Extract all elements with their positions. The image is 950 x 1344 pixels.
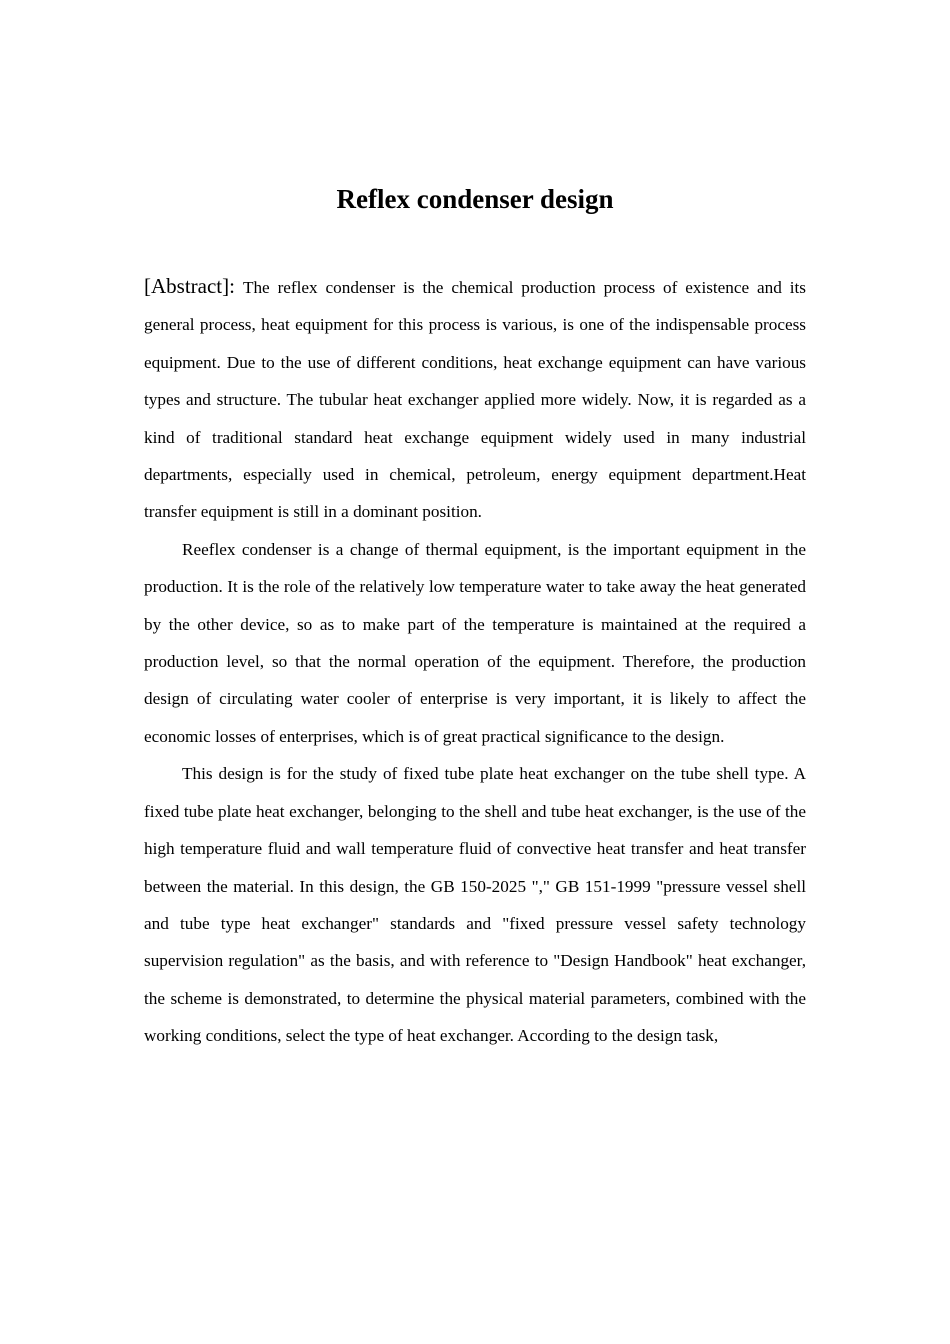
document-title: Reflex condenser design: [336, 184, 614, 214]
abstract-paragraph: [144, 268, 806, 531]
document-body: [144, 268, 806, 1055]
body-paragraph-2: Reeflex condenser is a change of thermal equipment, is the important equipment in the production. It is the role of the relatively low temperature water to take away the heat generated by the other device, so as to make part of the temperature is maintained at the required a production level, so that the normal operation of the equipment. Therefore, the production design of circulating water cooler of enterprise is very important, it is likely to affect the economic losses of enterprises, which is of great practical significance to the design.: [144, 539, 806, 746]
abstract-text: The reflex condenser is the chemical production process of existence and its general process, heat equipment for this process is various, is one of the indispensable process equipment. Due to the use of different conditions, heat exchange equipment can have various types and structure. The tubular heat exchanger applied more widely. Now, it is regarded as a kind of traditional standard heat exchange equipment widely used in many industrial departments, especially used in chemical, petroleum, energy equipment department.Heat transfer equipment is still in a dominant position.: [144, 278, 806, 522]
abstract-label: [Abstract]:: [144, 274, 235, 298]
body-paragraph-3: This design is for the study of fixed tube plate heat exchanger on the tube shell type. A fixed tube plate heat exchanger, belonging to the shell and tube heat exchanger, is the use of the high temperature fluid and wall temperature fluid of convective heat transfer and heat transfer between the material. In this design, the GB 150-2025 "," GB 151-1999 "pressure vessel shell and tube type heat exchanger" standards and "fixed pressure vessel safety technology supervision regulation" as the basis, and with reference to "Design Handbook" heat exchanger, the scheme is demonstrated, to determine the physical material parameters, combined with the working conditions, select the type of heat exchanger. According to the design task,: [144, 764, 806, 1046]
